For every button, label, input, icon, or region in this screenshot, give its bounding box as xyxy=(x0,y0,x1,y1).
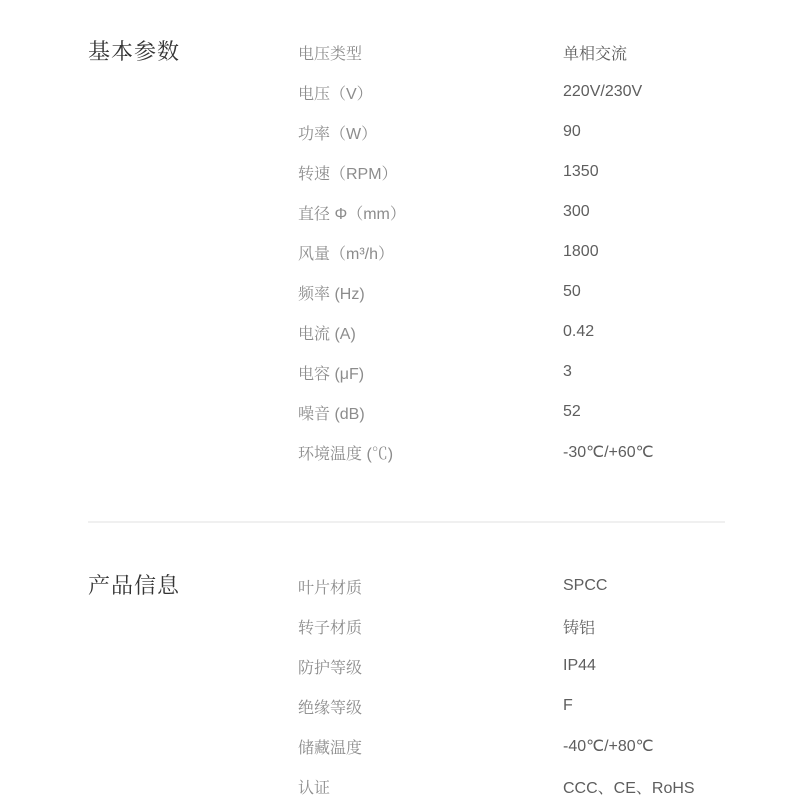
spec-row xyxy=(298,32,725,72)
spec-row xyxy=(298,72,725,112)
spec-rows-basic-parameters xyxy=(298,32,725,472)
spec-label: 频率 (Hz) xyxy=(298,285,365,303)
spec-row xyxy=(298,606,725,646)
spec-rows-product-info xyxy=(298,566,725,806)
spec-value: -30℃/+60℃ xyxy=(563,444,654,461)
spec-value: -40℃/+80℃ xyxy=(563,738,654,755)
spec-value: 90 xyxy=(563,123,581,140)
spec-row xyxy=(298,232,725,272)
spec-label: 噪音 (dB) xyxy=(298,405,365,423)
spec-label: 认证 xyxy=(298,779,331,797)
spec-label: 功率（W） xyxy=(298,125,378,143)
section-product-info xyxy=(88,566,725,806)
spec-row xyxy=(298,392,725,432)
spec-value: F xyxy=(563,697,573,714)
spec-value: 单相交流 xyxy=(563,45,628,63)
spec-value: 300 xyxy=(563,203,590,220)
spec-row xyxy=(298,686,725,726)
section-title-product-info: 产品信息 xyxy=(88,573,181,598)
spec-label: 环境温度 (℃) xyxy=(298,445,394,463)
spec-label: 直径 Φ（mm） xyxy=(298,205,406,223)
spec-value: CCC、CE、RoHS xyxy=(563,779,695,797)
spec-value: 1350 xyxy=(563,163,599,180)
spec-row xyxy=(298,566,725,606)
section-basic-parameters xyxy=(88,32,725,472)
spec-row xyxy=(298,646,725,686)
spec-row xyxy=(298,112,725,152)
spec-label: 叶片材质 xyxy=(298,579,363,597)
spec-value: IP44 xyxy=(563,657,596,674)
spec-value: 220V/230V xyxy=(563,83,643,100)
spec-value: 1800 xyxy=(563,243,599,260)
spec-value: 52 xyxy=(563,403,581,420)
spec-row xyxy=(298,432,725,472)
spec-label: 电压类型 xyxy=(298,45,363,63)
spec-label: 防护等级 xyxy=(298,659,363,677)
spec-label: 电压（V） xyxy=(298,85,373,103)
spec-row xyxy=(298,152,725,192)
spec-value: SPCC xyxy=(563,577,608,594)
spec-value: 0.42 xyxy=(563,323,595,340)
section-divider xyxy=(88,521,725,523)
spec-label: 电容 (μF) xyxy=(298,365,365,383)
spec-label: 电流 (A) xyxy=(298,325,356,343)
spec-label: 风量（m³/h） xyxy=(298,245,395,263)
spec-value: 50 xyxy=(563,283,581,300)
spec-row xyxy=(298,352,725,392)
spec-value: 3 xyxy=(563,363,572,380)
spec-label: 转速（RPM） xyxy=(298,165,398,183)
spec-row xyxy=(298,192,725,232)
spec-row xyxy=(298,766,725,806)
spec-label: 转子材质 xyxy=(298,619,363,637)
spec-value: 铸铝 xyxy=(563,619,596,637)
spec-row xyxy=(298,726,725,766)
section-title-basic-parameters: 基本参数 xyxy=(88,39,181,64)
spec-row xyxy=(298,272,725,312)
spec-label: 绝缘等级 xyxy=(298,699,363,717)
spec-label: 储藏温度 xyxy=(298,739,363,757)
spec-row xyxy=(298,312,725,352)
